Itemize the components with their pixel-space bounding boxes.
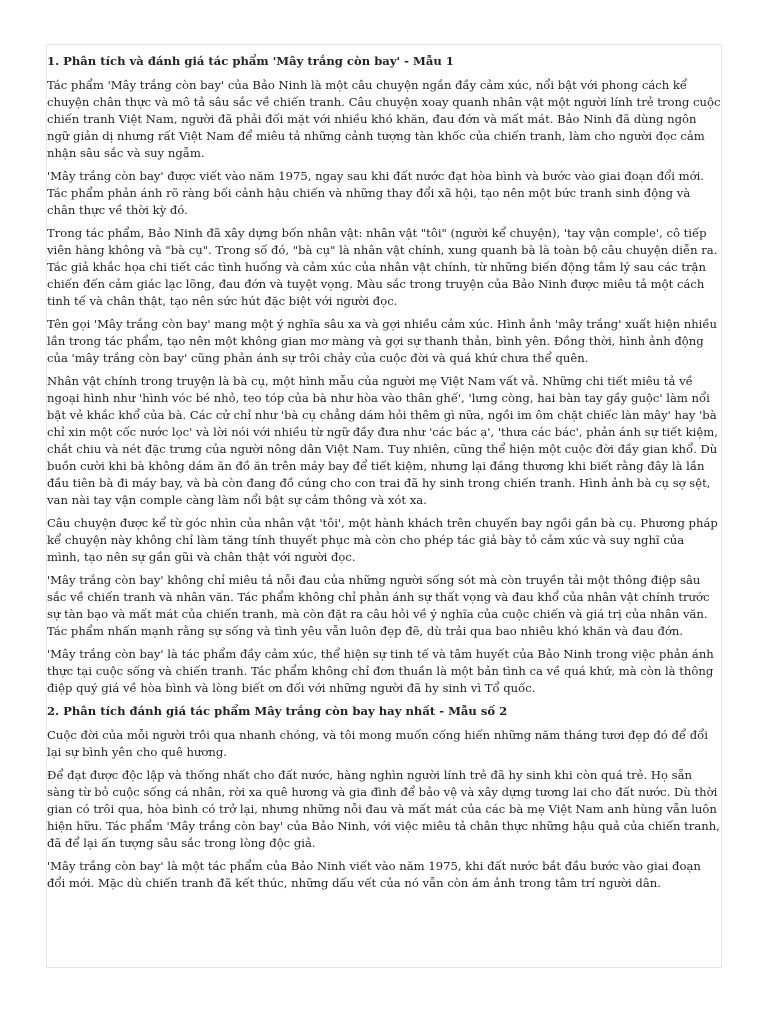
paragraph: 'Mây trắng còn bay' là tác phẩm đầy cảm xúc, thể hiện sự tinh tế và tâm huyết của Bảo Ninh trong việc phản ánh thực tại cuộc sống và chiến tranh. Tác phẩm không chỉ đơn thuần là một bản tình ca về quá khứ, mà còn là thông điệp quý giá về hòa bình và lòng biết ơn đối với những người đã hy sinh vì Tổ quốc. xyxy=(47,647,714,695)
paragraph: Trong tác phẩm, Bảo Ninh đã xây dựng bốn nhân vật: nhân vật "tôi" (người kể chuyện), 'tay vận comple', cô tiếp viên hàng không và "bà cụ". Trong số đó, "bà cụ" là nhân vật chính, xung quanh bà là toàn bộ câu chuyện diễn ra. Tác giả khắc họa chi tiết các tình huống và cảm xúc của nhân vật chính, từ những biến động tâm lý sau các trận chiến đến cảm giác lạc lõng, đau đớn và tuyệt vọng. Màu sắc trong truyện của Bảo Ninh được miêu tả một cách tinh tế và chân thật, tạo nên sức hút đặc biệt với người đọc. xyxy=(47,226,718,308)
paragraph: Cuộc đời của mỗi người trôi qua nhanh chóng, và tôi mong muốn cống hiến những năm tháng tươi đẹp đó để đổi lại sự bình yên cho quê hương. xyxy=(47,728,708,759)
section-heading-1: 1. Phân tích và đánh giá tác phẩm 'Mây trắng còn bay' - Mẫu 1 xyxy=(47,54,454,68)
paragraph: Câu chuyện được kể từ góc nhìn của nhân vật 'tôi', một hành khách trên chuyến bay ngồi gần bà cụ. Phương pháp kể chuyện này không chỉ làm tăng tính thuyết phục mà còn cho phép tác giả bày tỏ cảm xúc và suy nghĩ của mình, tạo nên sự gần gũi và chân thật với người đọc. xyxy=(47,516,718,564)
paragraph: 'Mây trắng còn bay' là một tác phẩm của Bảo Ninh viết vào năm 1975, khi đất nước bắt đầu bước vào giai đoạn đổi mới. Mặc dù chiến tranh đã kết thúc, những dấu vết của nó vẫn còn ám ảnh trong tâm trí người dân. xyxy=(47,859,701,890)
paragraph: Tên gọi 'Mây trắng còn bay' mang một ý nghĩa sâu xa và gợi nhiều cảm xúc. Hình ảnh 'mây trắng' xuất hiện nhiều lần trong tác phẩm, tạo nên một không gian mơ màng và gợi sự thanh thản, bình yên. Đồng thời, hình ảnh động của 'mây trắng còn bay' cũng phản ánh sự trôi chảy của cuộc đời và quá khứ chưa thể quên. xyxy=(47,317,717,365)
paragraph: 'Mây trắng còn bay' được viết vào năm 1975, ngay sau khi đất nước đạt hòa bình và bước vào giai đoạn đổi mới. Tác phẩm phản ánh rõ ràng bối cảnh hậu chiến và những thay đổi xã hội, tạo nên một bức tranh sinh động và chân thực về thời kỳ đó. xyxy=(47,169,704,217)
document-page xyxy=(46,44,722,968)
paragraph: 'Mây trắng còn bay' không chỉ miêu tả nỗi đau của những người sống sót mà còn truyền tải một thông điệp sâu sắc về chiến tranh và nhân văn. Tác phẩm không chỉ phản ánh sự thất vọng và đau khổ của nhân vật chính trước sự tàn bạo và mất mát của chiến tranh, mà còn đặt ra câu hỏi về ý nghĩa của cuộc chiến và giá trị của nhân văn. Tác phẩm nhấn mạnh rằng sự sống và tình yêu vẫn luôn đẹp đẽ, dù trải qua bao nhiêu khó khăn và đau đớn. xyxy=(47,573,710,638)
paragraph: Nhân vật chính trong truyện là bà cụ, một hình mẫu của người mẹ Việt Nam vất vả. Những chi tiết miêu tả về ngoại hình như 'hình vóc bé nhỏ, teo tóp của bà như hòa vào thân ghế', 'lưng còng, hai bàn tay gầy guộc' làm nổi bật vẻ khắc khổ của bà. Các cử chỉ như 'bà cụ chẳng dám hỏi thêm gì nữa, ngồi im ôm chặt chiếc làn mây' hay 'bà chỉ xin một cốc nước lọc' và lời nói với nhiều từ ngữ đầy đưa như 'các bác ạ', 'thưa các bác', phản ánh sự tiết kiệm, chắt chiu và nét đặc trưng của người nông dân Việt Nam. Tuy nhiên, cũng thể hiện một cuộc đời đầy gian khổ. Dù buồn cười khi bà không dám ăn đồ ăn trên máy bay để tiết kiệm, nhưng lại đáng thương khi biết rằng đây là lần đầu tiên bà đi máy bay, và bà còn đang đồ cúng cho con trai đã hy sinh trong chiến tranh. Hình ảnh bà cụ sợ sệt, van nài tay vận comple càng làm nổi bật sự cảm thông và xót xa. xyxy=(47,374,718,507)
paragraph: Để đạt được độc lập và thống nhất cho đất nước, hàng nghìn người lính trẻ đã hy sinh khi còn quá trẻ. Họ sẵn sàng từ bỏ cuộc sống cá nhân, rời xa quê hương và gia đình để bảo vệ và xây dựng tương lai cho đất nước. Dù thời gian có trôi qua, hòa bình có trở lại, nhưng những nỗi đau và mất mát của các bà mẹ Việt Nam anh hùng vẫn luôn hiện hữu. Tác phẩm 'Mây trắng còn bay' của Bảo Ninh, với việc miêu tả chân thực những hậu quả của chiến tranh, đã để lại ấn tượng sâu sắc trong lòng độc giả. xyxy=(47,768,720,850)
section-heading-2: 2. Phân tích đánh giá tác phẩm Mây trắng còn bay hay nhất - Mẫu số 2 xyxy=(47,704,508,718)
paragraph: Tác phẩm 'Mây trắng còn bay' của Bảo Ninh là một câu chuyện ngắn đầy cảm xúc, nổi bật với phong cách kể chuyện chân thực và mô tả sâu sắc về chiến tranh. Câu chuyện xoay quanh nhân vật một người lính trẻ trong cuộc chiến tranh Việt Nam, người đã phải đối mặt với nhiều khó khăn, đau đớn và mất mát. Bảo Ninh đã dùng ngôn ngữ giản dị nhưng rất Việt Nam để miêu tả những cảnh tượng tàn khốc của chiến tranh, làm cho người đọc cảm nhận sâu sắc và suy ngẫm. xyxy=(47,78,721,160)
